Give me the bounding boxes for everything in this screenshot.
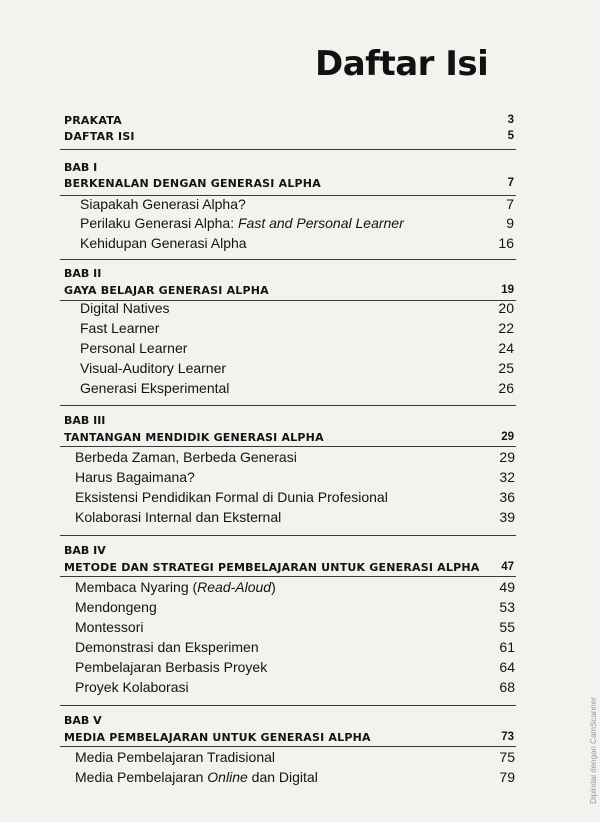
entry-label: Montessori bbox=[75, 619, 144, 635]
toc-entry[interactable] bbox=[0, 340, 600, 360]
entry-label: DAFTAR ISI bbox=[64, 130, 135, 143]
entry-label bbox=[80, 215, 404, 231]
toc-entry-bab1[interactable] bbox=[0, 177, 600, 197]
entry-page: 7 bbox=[506, 196, 514, 212]
toc-entry-daftar-isi[interactable] bbox=[0, 130, 600, 150]
entry-page: 73 bbox=[501, 731, 514, 743]
entry-label-italic: Fast and Personal Learner bbox=[237, 215, 404, 231]
toc-entry[interactable] bbox=[0, 235, 600, 255]
toc-entry[interactable] bbox=[0, 196, 600, 216]
toc-entry[interactable] bbox=[0, 300, 600, 320]
divider bbox=[60, 705, 516, 706]
entry-label: Kehidupan Generasi Alpha bbox=[80, 235, 247, 251]
entry-label: Demonstrasi dan Eksperimen bbox=[75, 639, 259, 655]
toc-entry[interactable] bbox=[0, 599, 600, 619]
page-title: Daftar Isi bbox=[315, 44, 489, 84]
toc-entry[interactable] bbox=[0, 679, 600, 699]
toc-entry[interactable] bbox=[0, 639, 600, 659]
entry-page: 39 bbox=[499, 509, 515, 525]
toc-entry[interactable] bbox=[0, 469, 600, 489]
entry-label-part: Membaca Nyaring ( bbox=[75, 579, 198, 595]
chapter-number-label: BAB III bbox=[64, 414, 106, 427]
scanner-watermark bbox=[586, 697, 598, 810]
entry-label: Generasi Eksperimental bbox=[80, 380, 230, 396]
entry-label: Fast Learner bbox=[80, 320, 160, 336]
chapter-number-label: BAB I bbox=[64, 161, 98, 174]
entry-page: 64 bbox=[499, 659, 515, 675]
entry-label: Media Pembelajaran Tradisional bbox=[75, 749, 275, 765]
entry-label: Visual-Auditory Learner bbox=[80, 360, 227, 376]
toc-entry[interactable] bbox=[0, 215, 600, 235]
toc-entry[interactable] bbox=[0, 509, 600, 529]
chapter-number-label: BAB II bbox=[64, 267, 102, 280]
entry-page: 29 bbox=[499, 449, 515, 465]
entry-label: Mendongeng bbox=[75, 599, 157, 615]
toc-entry[interactable] bbox=[0, 320, 600, 340]
divider bbox=[60, 259, 516, 260]
entry-page: 26 bbox=[498, 380, 514, 396]
entry-page: 5 bbox=[507, 130, 514, 142]
entry-label-part: Perilaku Generasi Alpha: bbox=[80, 215, 238, 231]
entry-page: 7 bbox=[507, 177, 514, 189]
entry-label: PRAKATA bbox=[64, 114, 122, 127]
entry-page: 79 bbox=[499, 769, 515, 785]
divider bbox=[60, 535, 516, 536]
entry-page: 19 bbox=[501, 284, 514, 296]
toc-entry[interactable] bbox=[0, 619, 600, 639]
entry-page: 20 bbox=[498, 300, 514, 316]
chapter-number-label: BAB V bbox=[64, 714, 102, 727]
entry-page: 16 bbox=[498, 235, 514, 251]
chapter-number-label: BAB IV bbox=[64, 544, 106, 557]
entry-label: METODE DAN STRATEGI PEMBELAJARAN UNTUK GENERASI ALPHA bbox=[64, 561, 480, 574]
toc-entry-bab3[interactable] bbox=[0, 431, 600, 451]
entry-label bbox=[75, 769, 318, 785]
entry-label: BERKENALAN DENGAN GENERASI ALPHA bbox=[64, 177, 321, 190]
toc-entry[interactable] bbox=[0, 749, 600, 769]
toc-entry[interactable] bbox=[0, 579, 600, 599]
entry-page: 3 bbox=[507, 114, 514, 126]
entry-label: Pembelajaran Berbasis Proyek bbox=[75, 659, 268, 675]
entry-label: Kolaborasi Internal dan Eksternal bbox=[75, 509, 282, 525]
entry-label bbox=[75, 579, 276, 595]
divider bbox=[60, 149, 516, 150]
toc-entry-bab5[interactable] bbox=[0, 731, 600, 751]
entry-page: 32 bbox=[499, 469, 515, 485]
entry-page: 55 bbox=[499, 619, 515, 635]
entry-label: Berbeda Zaman, Berbeda Generasi bbox=[75, 449, 297, 465]
divider bbox=[60, 405, 516, 406]
entry-label-italic: Read-Aloud bbox=[197, 579, 272, 595]
entry-label-part: Media Pembelajaran bbox=[75, 769, 208, 785]
entry-page: 25 bbox=[498, 360, 514, 376]
toc-entry[interactable] bbox=[0, 449, 600, 469]
divider bbox=[60, 746, 516, 747]
entry-label-part: dan Digital bbox=[247, 769, 318, 785]
entry-label: MEDIA PEMBELAJARAN UNTUK GENERASI ALPHA bbox=[64, 731, 371, 744]
entry-page: 68 bbox=[499, 679, 515, 695]
entry-page: 36 bbox=[499, 489, 515, 505]
entry-page: 22 bbox=[498, 320, 514, 336]
toc-entry[interactable] bbox=[0, 659, 600, 679]
entry-label: Siapakah Generasi Alpha? bbox=[80, 196, 246, 212]
entry-label: Digital Natives bbox=[80, 300, 170, 316]
toc-entry[interactable] bbox=[0, 489, 600, 509]
entry-label-part: ) bbox=[271, 579, 276, 595]
toc-entry[interactable] bbox=[0, 360, 600, 380]
entry-label: TANTANGAN MENDIDIK GENERASI ALPHA bbox=[64, 431, 324, 444]
entry-label: GAYA BELAJAR GENERASI ALPHA bbox=[64, 284, 269, 297]
entry-page: 49 bbox=[499, 579, 515, 595]
entry-label: Eksistensi Pendidikan Formal di Dunia Profesional bbox=[75, 489, 388, 505]
entry-label-italic: Online bbox=[207, 769, 248, 785]
entry-page: 29 bbox=[501, 431, 514, 443]
entry-page: 24 bbox=[498, 340, 514, 356]
entry-page: 47 bbox=[501, 561, 514, 573]
entry-page: 61 bbox=[499, 639, 515, 655]
entry-page: 75 bbox=[499, 749, 515, 765]
divider bbox=[60, 576, 516, 577]
entry-label: Proyek Kolaborasi bbox=[75, 679, 189, 695]
divider bbox=[60, 446, 516, 447]
scanner-watermark-text: Dipindai dengan CamScanner bbox=[588, 697, 598, 804]
entry-page: 9 bbox=[506, 215, 514, 231]
entry-label: Harus Bagaimana? bbox=[75, 469, 195, 485]
toc-entry[interactable] bbox=[0, 380, 600, 400]
toc-entry-bab4[interactable] bbox=[0, 561, 600, 581]
toc-entry[interactable] bbox=[0, 769, 600, 789]
entry-page: 53 bbox=[499, 599, 515, 615]
entry-label: Personal Learner bbox=[80, 340, 188, 356]
